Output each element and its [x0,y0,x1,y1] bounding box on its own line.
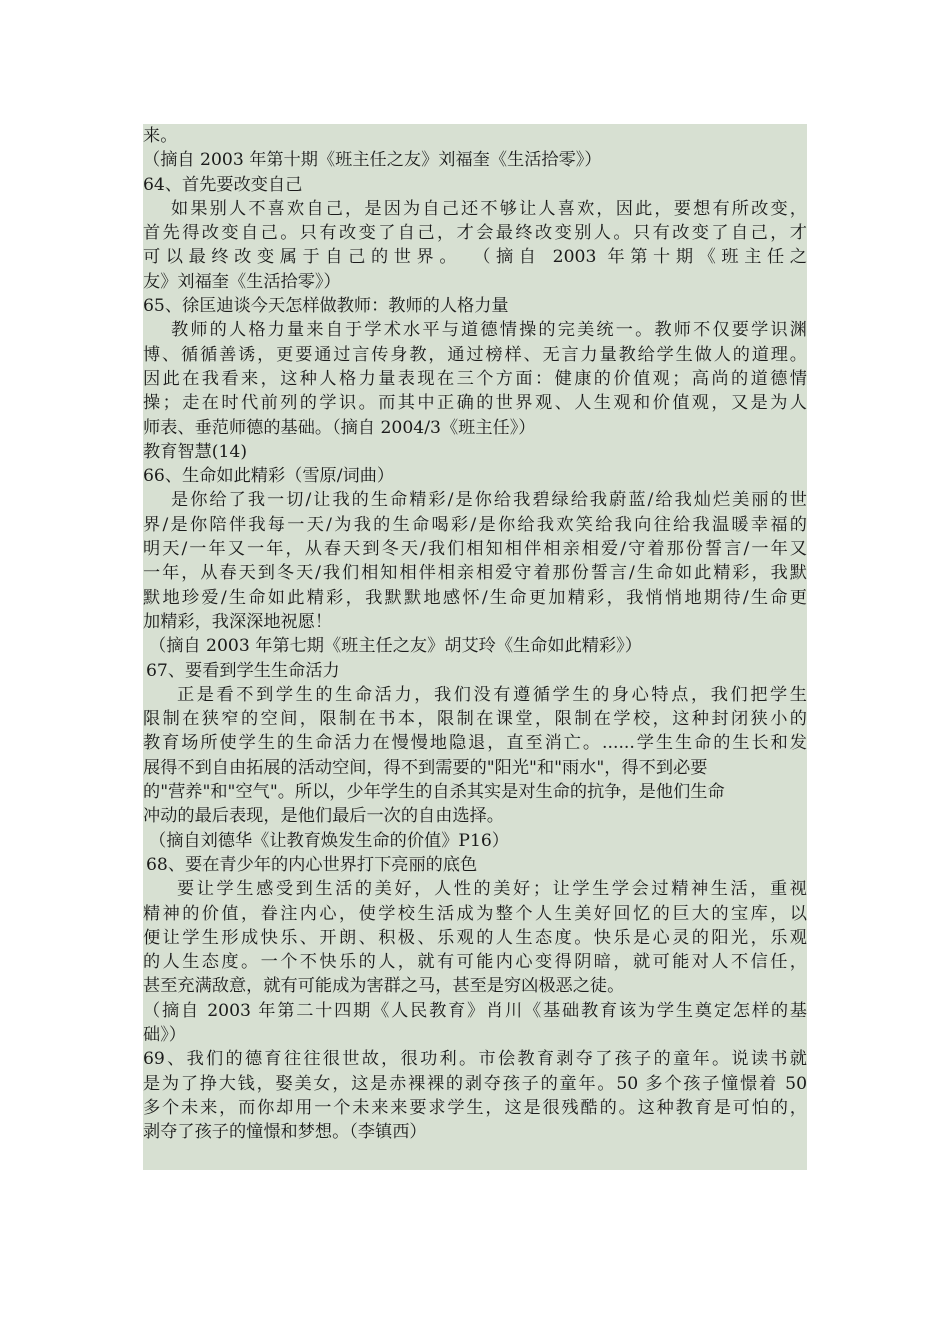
item-heading: 66、生命如此精彩（雪原/词曲） [143,466,395,487]
text-line: 便让学生形成快乐、开朗、积极、乐观的人生态度。快乐是心灵的阳光，乐观 [143,927,807,948]
text-line: 首先得改变自己。只有改变了自己，才会最终改变别人。只有改变了自己，才 [143,223,807,244]
text-line: 明天/一年又一年，从春天到冬天/我们相知相伴相亲相爱/守着那份誓言/一年又 [143,539,807,560]
text-line: 是为了挣大钱，娶美女，这是赤裸裸的剥夺孩子的童年。50 多个孩子憧憬着 50 [143,1073,807,1094]
citation-line: （摘自刘德华《让教育焕发生命的价值》P16） [149,830,509,851]
text-line: 如果别人不喜欢自己，是因为自己还不够让人喜欢，因此，要想有所改变， [171,198,807,219]
text-line: 限制在狭窄的空间，限制在书本，限制在课堂，限制在学校，这种封闭狭小的 [143,709,807,730]
item-heading: 69、我们的德育往往很世故，很功利。市侩教育剥夺了孩子的童年。说读书就 [143,1049,807,1070]
text-line: 是你给了我一切/让我的生命精彩/是你给我碧绿给我蔚蓝/给我灿烂美丽的世 [171,490,807,511]
text-line: 的人生态度。一个不快乐的人，就有可能内心变得阴暗，就可能对人不信任， [143,952,807,973]
text-line: 友》刘福奎《生活拾零》） [143,271,341,292]
text-line: 师表、垂范师德的基础。（摘自 2004/3《班主任》） [143,417,536,438]
section-heading: 教育智慧(14) [143,441,248,462]
item-heading: 64、首先要改变自己 [143,174,303,195]
citation-line: 础》） [143,1024,186,1045]
citation-line: （摘自 2003 年第七期《班主任之友》胡艾玲《生命如此精彩》） [149,636,642,657]
text-line: 展得不到自由拓展的活动空间，得不到需要的"阳光"和"雨水"，得不到必要 [143,757,708,778]
citation-line: （摘自 2003 年第二十四期《人民教育》肖川《基础教育该为学生奠定怎样的基 [143,1000,807,1021]
text-line: 甚至充满敌意，就有可能成为害群之马，甚至是穷凶极恶之徒。 [143,976,625,997]
text-line: 剥夺了孩子的憧憬和梦想。（李镇西） [143,1122,427,1143]
item-heading: 67、要看到学生生命活力 [146,660,340,681]
text-line: 因此在我看来，这种人格力量表现在三个方面：健康的价值观；高尚的道德情 [143,368,807,389]
text-line: 来。 [143,126,178,146]
text-line: 精神的价值，眷注内心，使学校生活成为整个人生美好回忆的巨大的宝库，以 [143,903,807,924]
text-line: 多个未来，而你却用一个未来来要求学生，这是很残酷的。这种教育是可怕的， [143,1097,807,1118]
text-line: 默地珍爱/生命如此精彩，我默默地感怀/生命更加精彩，我悄悄地期待/生命更 [143,587,807,608]
text-line: 操；走在时代前列的学识。而其中正确的世界观、人生观和价值观，又是为人 [143,393,807,414]
text-line: 教育场所使学生的生命活力在慢慢地隐退，直至消亡。......学生生命的生长和发 [143,733,807,754]
text-line: 界/是你陪伴我每一天/为我的生命喝彩/是你给我欢笑给我向往给我温暖幸福的 [143,514,807,535]
text-line: 的"营养"和"空气"。所以，少年学生的自杀其实是对生命的抗争，是他们生命 [143,782,725,803]
text-line: 教师的人格力量来自于学术水平与道德情操的完美统一。教师不仅要学识渊 [171,320,807,341]
text-line: 冲动的最后表现，是他们最后一次的自由选择。 [143,806,504,827]
item-heading: 65、徐匡迪谈今天怎样做教师：教师的人格力量 [143,296,509,317]
text-line: 可以最终改变属于自己的世界。 （摘自 2003 年第十期《班主任之 [143,247,807,268]
item-heading: 68、要在青少年的内心世界打下亮丽的底色 [146,854,478,875]
text-line: 一年，从春天到冬天/我们相知相伴相亲相爱守着那份誓言/生命如此精彩，我默 [143,563,807,584]
text-block [143,124,807,1170]
text-line: 正是看不到学生的生命活力，我们没有遵循学生的身心特点，我们把学生 [177,684,807,705]
text-line: 加精彩，我深深地祝愿！ [143,611,333,632]
text-line: 博、循循善诱，更要通过言传身教，通过榜样、无言力量教给学生做人的道理。 [143,344,807,365]
text-line: 要让学生感受到生活的美好，人性的美好；让学生学会过精神生活，重视 [177,879,807,900]
citation-line: （摘自 2003 年第十期《班主任之友》刘福奎《生活拾零》） [143,150,602,171]
